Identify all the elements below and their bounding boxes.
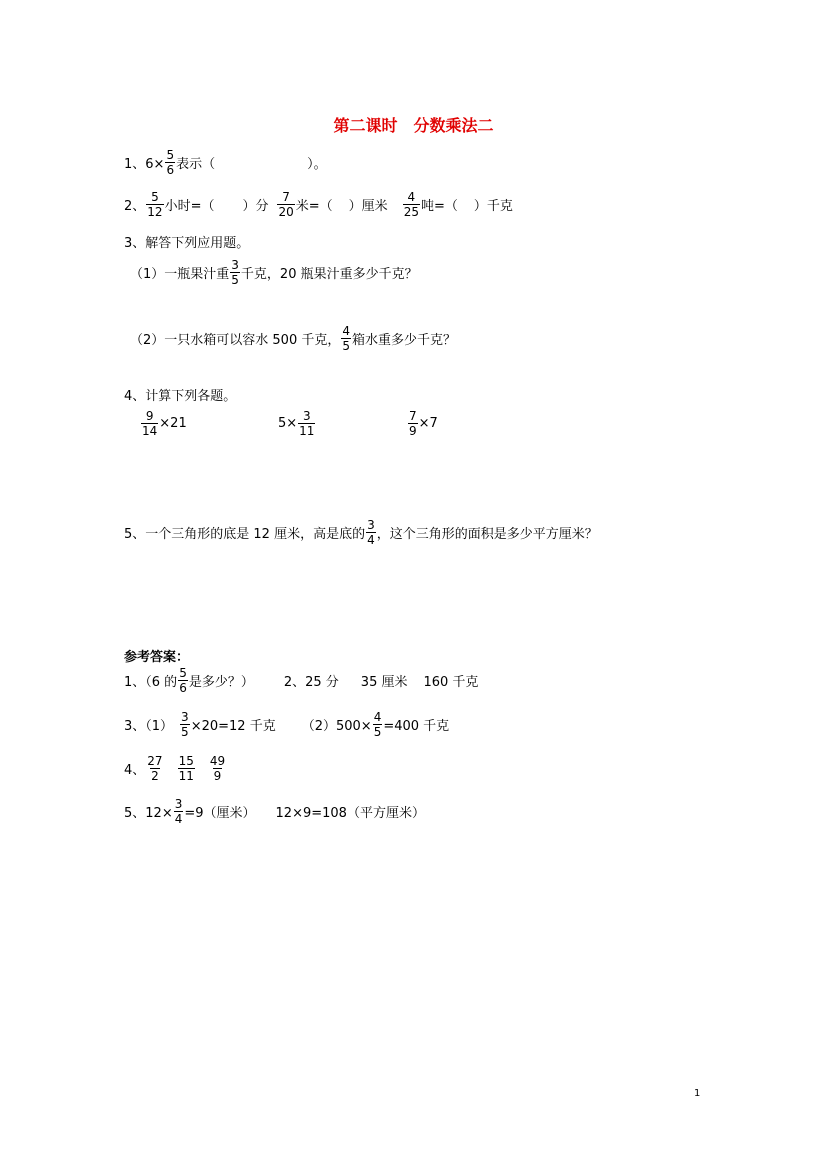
q2-fraction-1	[146, 190, 163, 219]
page-title: 第二课时 分数乘法二	[333, 116, 494, 135]
answer-4	[124, 754, 227, 783]
denominator: 9	[409, 424, 417, 438]
q2-fraction-3	[403, 190, 420, 219]
q3-1-fraction	[230, 258, 240, 287]
a2-text-2: 35 厘米	[360, 675, 408, 690]
numerator: 27	[147, 754, 163, 768]
q2-fraction-2	[277, 190, 294, 219]
denominator: 14	[142, 424, 158, 438]
numerator: 3	[367, 518, 375, 532]
question-4: 4、计算下列各题。	[124, 389, 237, 404]
a5-prefix: 5、12×	[124, 806, 173, 821]
q2-prefix: 2、	[124, 199, 146, 214]
denominator: 9	[213, 769, 222, 783]
a3-part-2: （2）500×	[301, 719, 372, 734]
a4-fraction-2	[178, 754, 195, 783]
numerator: 9	[145, 409, 154, 423]
q2-text-3: 吨=（	[420, 199, 458, 214]
denominator: 5	[231, 273, 239, 287]
question-5	[124, 518, 598, 547]
denominator: 12	[147, 205, 163, 219]
q4-item-2-fraction	[298, 409, 315, 438]
question-3-1	[130, 258, 418, 287]
q2-text-1: 小时=（	[164, 199, 215, 214]
q3-2-prefix: （2）一只水箱可以容水 500 千克，	[130, 333, 341, 348]
question-2	[124, 190, 513, 219]
denominator: 4	[367, 533, 375, 547]
a3-prefix: 3、（1）	[124, 719, 174, 734]
answer-3	[124, 710, 449, 739]
a5-fraction	[174, 797, 184, 826]
denominator: 25	[403, 205, 419, 219]
denominator: 20	[278, 205, 294, 219]
q1-suffix: 表示（	[176, 157, 216, 172]
a4-prefix: 4、	[124, 763, 146, 778]
denominator: 5	[181, 725, 189, 739]
a3-mid-1: ×20=12 千克	[190, 719, 276, 734]
denominator: 5	[373, 725, 382, 739]
numerator: 7	[409, 409, 417, 423]
q4-item-3-fraction	[408, 409, 418, 438]
q4-item-3-expr: ×7	[418, 416, 438, 431]
question-3-2	[130, 324, 456, 353]
denominator: 11	[178, 769, 194, 783]
numerator: 3	[302, 409, 311, 423]
denominator: 4	[174, 812, 183, 826]
q3-2-fraction	[341, 324, 351, 353]
q3-1-suffix: 千克，20 瓶果汁重多少千克？	[240, 267, 418, 282]
question-1	[124, 148, 327, 177]
numerator: 5	[166, 148, 175, 162]
numerator: 49	[209, 754, 226, 768]
q4-item-2-pre: 5×	[278, 416, 298, 431]
a5-suffix: =9（厘米）	[184, 806, 256, 821]
answer-5	[124, 797, 425, 826]
numerator: 3	[174, 797, 183, 811]
numerator: 4	[373, 710, 382, 724]
a4-fraction-3	[209, 754, 226, 783]
numerator: 3	[181, 710, 189, 724]
a4-fraction-1	[146, 754, 163, 783]
q3-2-suffix: 箱水重多少千克？	[352, 333, 457, 348]
q4-item-2	[278, 409, 316, 438]
question-3: 3、解答下列应用题。	[124, 236, 250, 251]
q1-blank-end: ）。	[307, 157, 327, 172]
denominator: 6	[166, 163, 175, 177]
q2-text-1b: ）分	[242, 199, 269, 214]
q2-text-2: 米=（	[295, 199, 333, 214]
a1-suffix: 是多少？）	[188, 675, 254, 690]
a5-second: 12×9=108（平方厘米）	[275, 806, 425, 821]
numerator: 5	[179, 666, 187, 680]
answer-1-2	[124, 666, 478, 695]
denominator: 5	[342, 339, 350, 353]
denominator: 6	[179, 681, 187, 695]
a3-fraction-1	[180, 710, 190, 739]
q3-1-prefix: （1）一瓶果汁重	[130, 267, 230, 282]
q4-item-1-fraction	[141, 409, 158, 438]
a1-prefix: 1、（6 的	[124, 675, 178, 690]
q1-prefix: 1、6×	[124, 157, 165, 172]
q5-prefix: 5、一个三角形的底是 12 厘米，高是底的	[124, 527, 366, 542]
answers-heading: 参考答案：	[124, 650, 190, 665]
q5-suffix: ，这个三角形的面积是多少平方厘米？	[376, 527, 598, 542]
numerator: 4	[407, 190, 416, 204]
numerator: 3	[231, 258, 239, 272]
a2-text-3: 160 千克	[423, 675, 479, 690]
q4-item-1-expr: ×21	[159, 416, 187, 431]
q4-item-3	[407, 409, 438, 438]
a3-mid-2: =400 千克	[383, 719, 450, 734]
q4-item-1	[140, 409, 187, 438]
a3-fraction-2	[373, 710, 383, 739]
numerator: 4	[342, 324, 350, 338]
a2-text-1: 2、25 分	[283, 675, 339, 690]
a1-fraction	[178, 666, 188, 695]
denominator: 11	[299, 424, 315, 438]
q5-fraction	[366, 518, 376, 547]
numerator: 5	[151, 190, 159, 204]
q2-text-3b: ）千克	[473, 199, 513, 214]
q1-fraction	[165, 148, 175, 177]
numerator: 15	[178, 754, 194, 768]
q2-text-2b: ）厘米	[348, 199, 388, 214]
denominator: 2	[151, 769, 159, 783]
numerator: 7	[282, 190, 290, 204]
page-number: 1	[694, 1088, 701, 1099]
